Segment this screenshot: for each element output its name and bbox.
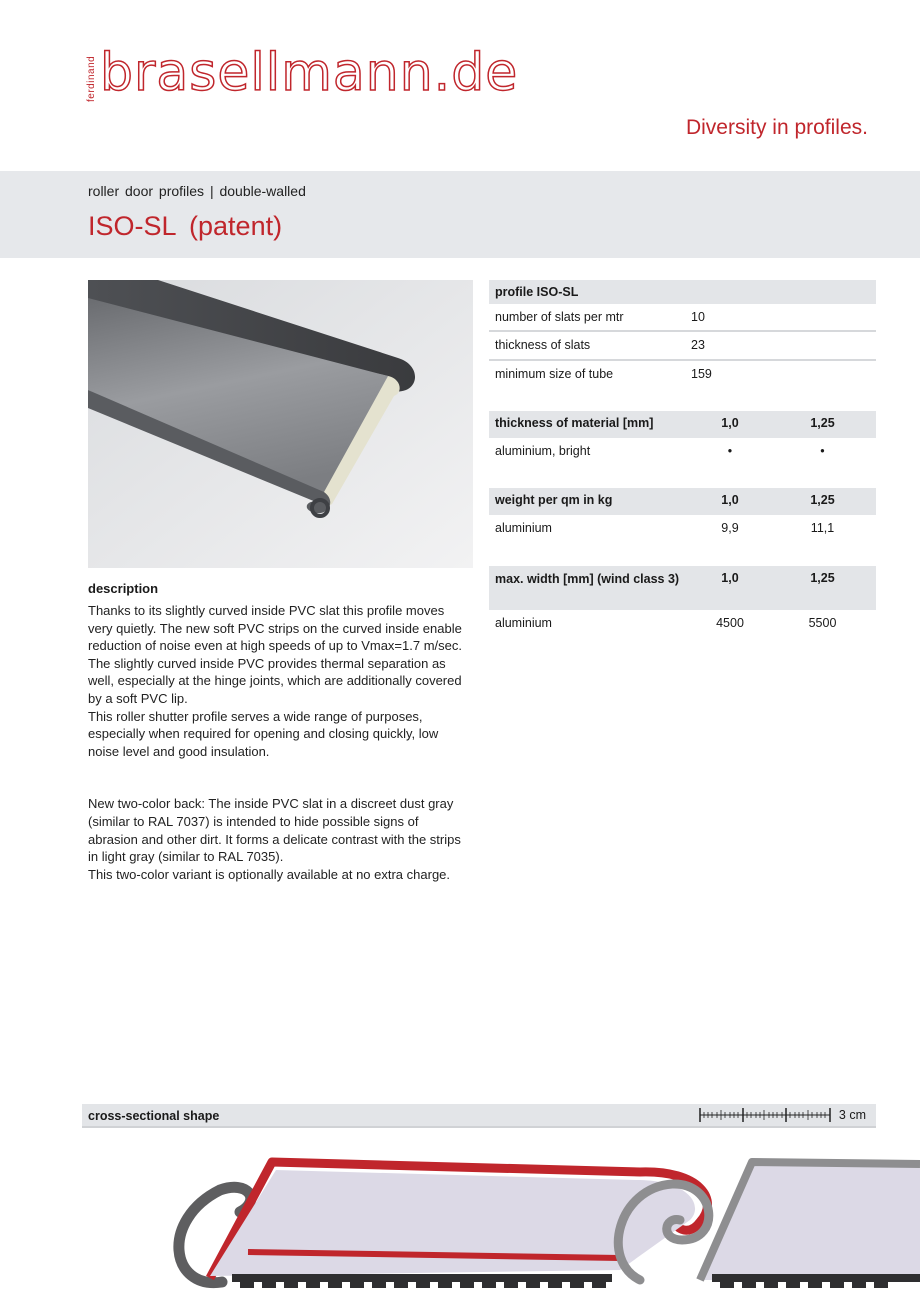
description-body — [88, 602, 470, 883]
strip-teeth — [232, 1274, 612, 1288]
cross-section-label: cross-sectional shape — [88, 1109, 220, 1123]
row-value: 9,9 — [721, 521, 739, 535]
column-header: 1,0 — [721, 493, 739, 507]
profile-illustration — [88, 280, 473, 568]
cross-section-bar — [82, 1104, 876, 1128]
row-value: 4500 — [716, 616, 744, 630]
profile-table-header: profile ISO-SL — [495, 285, 579, 299]
row-value: 159 — [691, 367, 712, 381]
description-paragraph: Thanks to its slightly curved inside PVC slat this profile moves very quietly. The new soft PVC strips on the curved inside enable reduction of noise even at high speeds of up to Vmax=1.7 m/sec. — [88, 603, 462, 654]
table-row — [489, 361, 876, 389]
row-label: number of slats per mtr — [495, 310, 624, 324]
page-subtitle: roller door profiles | double-walled — [88, 183, 306, 199]
width-table — [489, 566, 876, 636]
cross-section-drawing — [0, 1140, 920, 1301]
cross-section-svg — [0, 1140, 920, 1301]
material-table-header: thickness of material [mm] — [495, 416, 654, 430]
logo-main-text: brasellmann.de — [100, 43, 519, 103]
material-table — [489, 411, 876, 464]
description-paragraph: This two-color variant is optionally available at no extra charge. — [88, 866, 451, 882]
row-value: 10 — [691, 310, 705, 324]
slat-fill-right — [700, 1162, 920, 1280]
table-row — [489, 610, 876, 636]
column-header: 1,25 — [810, 571, 835, 585]
weight-table-header: weight per qm in kg — [495, 493, 613, 507]
product-photo — [88, 280, 473, 568]
ruler-icon — [699, 1107, 831, 1123]
profile-table — [489, 280, 876, 389]
logo-small-text: ferdinand — [86, 55, 97, 102]
column-header: 1,25 — [810, 416, 835, 430]
row-label: thickness of slats — [495, 338, 591, 352]
row-value: • — [727, 444, 733, 458]
description-paragraph: This roller shutter profile serves a wide range of purposes, especially when required for opening and closing quickly, low noise level and good insulation. — [88, 708, 439, 759]
table-row — [489, 332, 876, 361]
page-title: ISO-SL (patent) — [88, 211, 283, 241]
table-row — [489, 515, 876, 541]
scale-label: 3 cm — [838, 1108, 866, 1122]
row-label: aluminium, bright — [495, 444, 591, 458]
description-paragraph: New two-color back: The inside PVC slat in a discreet dust gray (similar to RAL 7037) is intended to hide possible signs of abrasion and other dirt. It forms a delicate contrast with the strips in light gray (similar to RAL 7035). — [88, 796, 461, 865]
row-value: 5500 — [808, 616, 837, 630]
row-label: aluminium — [495, 616, 552, 630]
row-value: • — [820, 444, 825, 458]
row-value: 11,1 — [810, 521, 835, 535]
table-row — [489, 304, 876, 332]
tagline: Diversity in profiles. — [685, 116, 868, 139]
row-label: aluminium — [495, 521, 552, 535]
row-label: minimum size of tube — [495, 367, 614, 381]
column-header: 1,0 — [721, 416, 739, 430]
description-paragraph: The slightly curved inside PVC provides thermal separation as well, especially at the hinge joints, which are additionally covered by a soft PVC lip. — [88, 655, 462, 706]
column-header: 1,0 — [721, 571, 739, 585]
description-heading: description — [88, 581, 159, 596]
row-value: 23 — [691, 338, 705, 352]
table-row — [489, 438, 876, 464]
column-header: 1,25 — [810, 493, 835, 507]
scale-ruler — [699, 1107, 866, 1123]
width-table-header: max. width [mm] (wind class 3) — [495, 572, 680, 586]
weight-table — [489, 488, 876, 541]
